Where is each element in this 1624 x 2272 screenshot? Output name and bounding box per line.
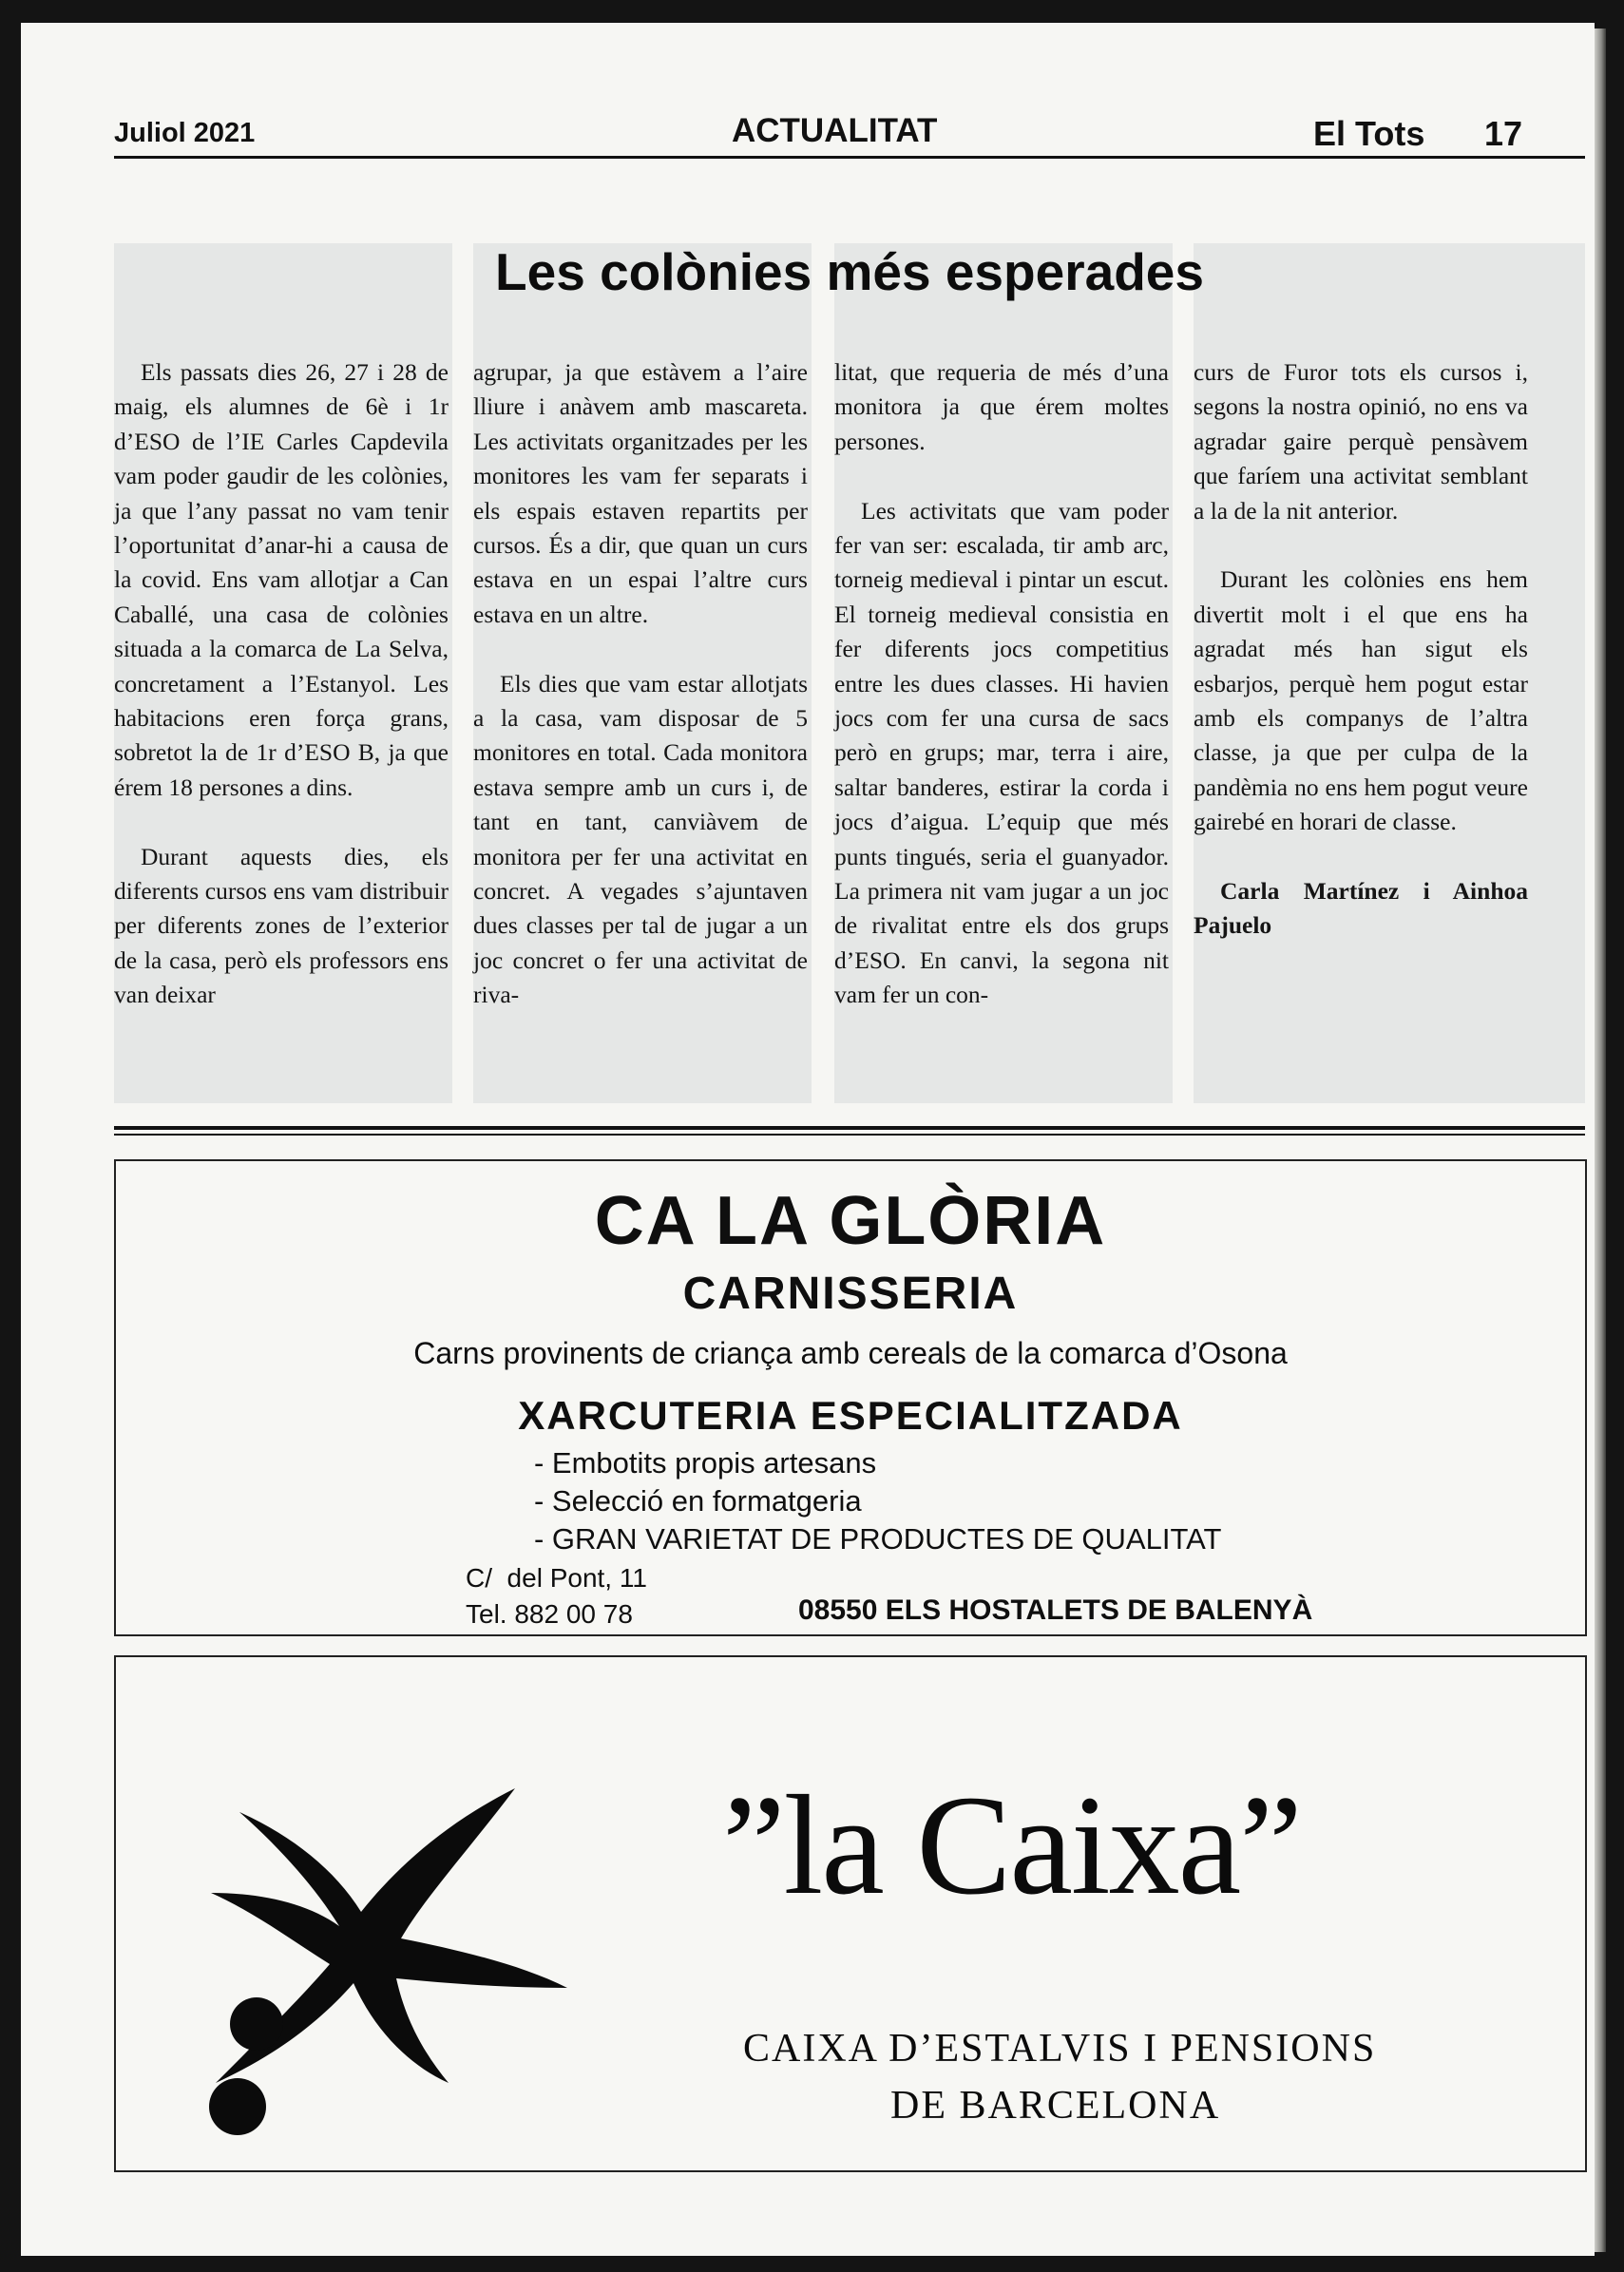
page-edge (1595, 29, 1606, 2252)
article-author: Carla Martínez i Ainhoa Pajuelo (1194, 877, 1528, 940)
bank-subtitle: DE BARCELONA (890, 2084, 1221, 2128)
shop-address: C/ del Pont, 11 (466, 1563, 647, 1593)
meat-origin: Carns provinents de criança amb cereals de la comarca d’Osona (413, 1336, 1288, 1370)
article-column-1 (114, 355, 449, 1047)
page-number: 17 (1484, 114, 1523, 153)
paragraph: Durant les colònies ens hem divertit molt i el que ens ha agradat més han sigut els esbarjos, perquè hem pogut estar amb els companys de l’altra classe, ja que per culpa de la pandèmia no ens hem pogut veure gairebé en horari de classe. (1194, 565, 1528, 836)
paragraph: Els passats dies 26, 27 i 28 de maig, els alumnes de 6è i 1r d’ESO de l’IE Carles Capdevila vam poder gaudir de les colònies, ja que l’any passat no vam tenir l’oportunitat d’anar-hi a causa de la covid. Ens vam allotjar a Can Caballé, una casa de colònies situada a la comarca de La Selva, concretament a l’Estanyol. Les habitacions eren força grans, sobretot la de 1r d’ESO B, ja que érem 18 persones a dins. (114, 358, 449, 801)
shop-type: CARNISSERIA (682, 1269, 1019, 1319)
article-column-2 (473, 355, 808, 1047)
product-list (534, 1444, 1221, 1558)
publication-name: El Tots (1313, 114, 1425, 153)
specialty: XARCUTERIA ESPECIALITZADA (518, 1393, 1183, 1438)
paragraph: agrupar, ja que estàvem a l’aire lliure i anàvem amb mascareta. Les activitats organitzades per les monitores les vam fer separats i els espais estaven repartits per cursos. És a dir, que quan un curs estava en un espai l’altre curs estava en un altre. (473, 358, 808, 628)
article-column-4 (1194, 355, 1528, 978)
bank-brand: ”la Caixa” (722, 1766, 1301, 1924)
paragraph: Durant aquests dies, els diferents cursos ens vam distribuir per diferents zones de l’exterior de la casa, però els professors ens van deixar (114, 842, 449, 1009)
section-divider (114, 1134, 1585, 1136)
paragraph: Les activitats que vam poder fer van ser: escalada, tir amb arc, torneig medieval i pintar un escut. El torneig medieval consistia en fer diferents jocs competitius entre les dues classes. Hi havien jocs com fer una cursa de sacs però en grups; mar, terra i aire, saltar banderes, estirar la corda i jocs d’aigua. L’equip que més punts tingués, seria el guanyador. La primera nit vam jugar a un joc de rivalitat entre els dos grups d’ESO. En canvi, la segona nit vam fer un con- (834, 496, 1169, 1009)
article-column-3 (834, 355, 1169, 1047)
paragraph: Els dies que vam estar allotjats a la casa, vam disposar de 5 monitores en total. Cada monitora estava sempre amb un curs i, de tant en tant, canviàvem de monitora per fer una activitat en concret. A vegades s’ajuntaven dues classes per tal de jugar a un joc concret o fer una activitat de riva- (473, 669, 808, 1009)
star-logo-icon (201, 1769, 572, 2140)
paragraph: curs de Furor tots els cursos i, segons la nostra opinió, no ens va agradar gaire perquè pensàvem que faríem una activitat semblant a la de la nit anterior. (1194, 358, 1528, 525)
paragraph: litat, que requeria de més d’una monitora ja que érem moltes persones. (834, 358, 1169, 455)
butcher-advertisement (114, 1159, 1587, 1636)
bank-advertisement (114, 1655, 1587, 2172)
shop-phone: Tel. 882 00 78 (466, 1599, 633, 1629)
page-content (21, 23, 1595, 2256)
issue-date: Juliol 2021 (114, 118, 256, 148)
bank-subtitle: CAIXA D’ESTALVIS I PENSIONS (743, 2027, 1377, 2071)
header-rule (114, 156, 1585, 159)
shop-name: CA LA GLÒRIA (594, 1183, 1107, 1259)
article-title: Les colònies més esperades (495, 242, 1204, 301)
shop-town: 08550 ELS HOSTALETS DE BALENYÀ (798, 1594, 1313, 1626)
section-divider (114, 1126, 1585, 1130)
list-item: - Selecció en formatgeria (534, 1484, 862, 1518)
section-name: ACTUALITAT (732, 112, 938, 149)
list-item: - GRAN VARIETAT DE PRODUCTES DE QUALITAT (534, 1522, 1222, 1556)
contact-block (466, 1560, 647, 1632)
list-item: - Embotits propis artesans (534, 1446, 877, 1480)
